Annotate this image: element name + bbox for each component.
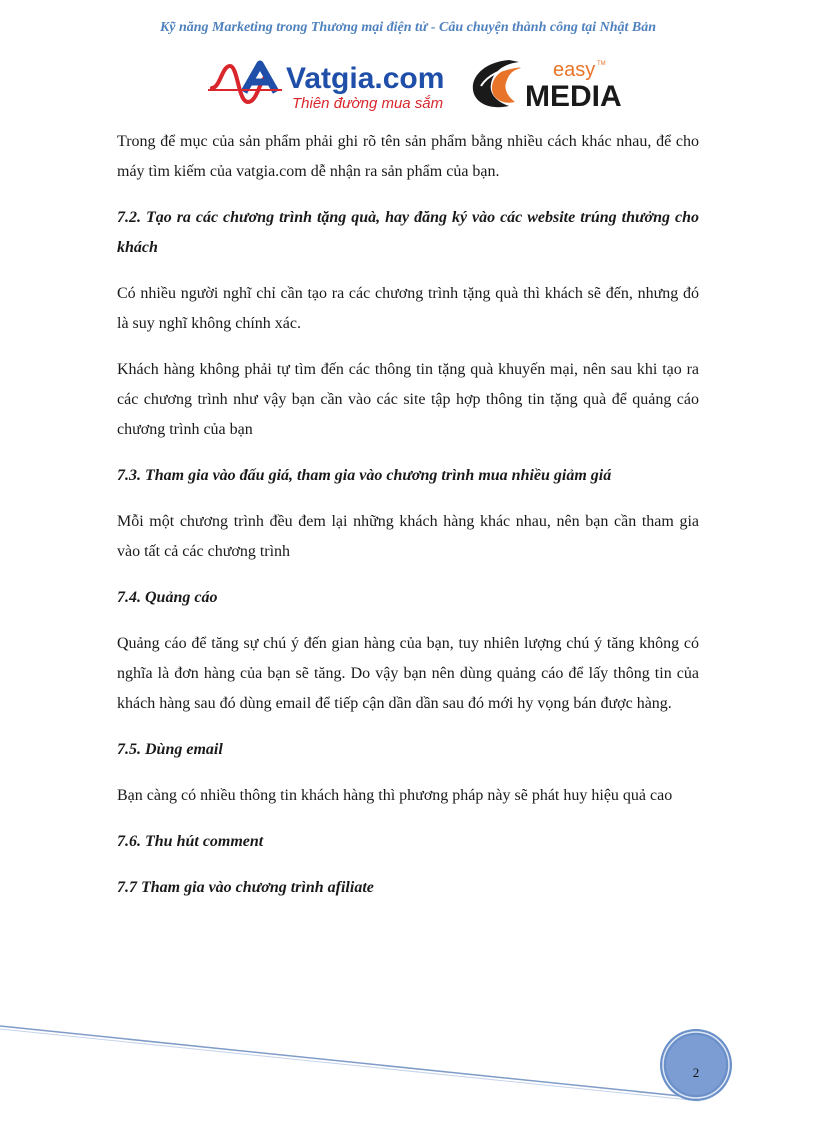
vatgia-tagline: Thiên đường mua sắm	[292, 95, 444, 112]
intro-paragraph: Trong để mục của sản phẩm phải ghi rõ tên sản phẩm bằng nhiều cách khác nhau, để cho máy tìm kiếm của vatgia.com dễ nhận ra sản phẩm của bạn.	[117, 133, 699, 180]
easymedia-easy: easy	[553, 59, 596, 81]
section-7-3-heading: 7.3. Tham gia vào đấu giá, tham gia vào chương trình mua nhiều giảm giá	[117, 467, 612, 484]
logo-bar	[0, 56, 816, 116]
easymedia-media: MEDIA	[525, 80, 622, 113]
section-7-2-paragraph-2: Khách hàng không phải tự tìm đến các thông tin tặng quà khuyến mại, nên sau khi tạo ra các chương trình như vậy bạn cần vào các site tập hợp thông tin tặng quà để quảng cáo chương trình của bạn	[117, 361, 699, 438]
page-number: 2	[692, 1065, 700, 1080]
section-7-7-heading: 7.7 Tham gia vào chương trình afiliate	[117, 879, 374, 896]
easymedia-logo	[467, 56, 627, 114]
section-7-3-paragraph: Mỗi một chương trình đều đem lại những khách hàng khác nhau, nên bạn cần tham gia vào tất cả các chương trình	[117, 513, 699, 560]
section-7-6-heading: 7.6. Thu hút comment	[117, 833, 264, 850]
vatgia-name: Vatgia.com	[286, 62, 445, 95]
vatgia-logo	[208, 58, 458, 114]
section-7-4-paragraph: Quảng cáo để tăng sự chú ý đến gian hàng của bạn, tuy nhiên lượng chú ý tăng không có nghĩa là đơn hàng của bạn sẽ tăng. Do vậy bạn nên dùng quảng cáo để lấy thông tin của khách hàng sau đó dùng email để tiếp cận dần dần sau đó mới hy vọng bán được hàng.	[117, 635, 699, 712]
easymedia-tm: TM	[597, 61, 606, 67]
document-body	[117, 127, 699, 919]
section-7-2-paragraph-1: Có nhiều người nghĩ chỉ cần tạo ra các chương trình tặng quà thì khách sẽ đến, nhưng đó là suy nghĩ không chính xác.	[117, 285, 699, 332]
running-header: Kỹ năng Marketing trong Thương mại điện tử - Câu chuyện thành công tại Nhật Bản	[159, 20, 657, 35]
footer-line	[0, 1026, 700, 1098]
section-7-4-heading: 7.4. Quảng cáo	[117, 589, 218, 606]
section-7-2-heading: 7.2. Tạo ra các chương trình tặng quà, hay đăng ký vào các website trúng thưởng cho khách	[117, 209, 699, 256]
section-7-5-heading: 7.5. Dùng email	[117, 741, 223, 758]
section-7-5-paragraph: Bạn càng có nhiều thông tin khách hàng thì phương pháp này sẽ phát huy hiệu quả cao	[117, 787, 673, 804]
easymedia-swoosh-icon	[473, 60, 523, 107]
